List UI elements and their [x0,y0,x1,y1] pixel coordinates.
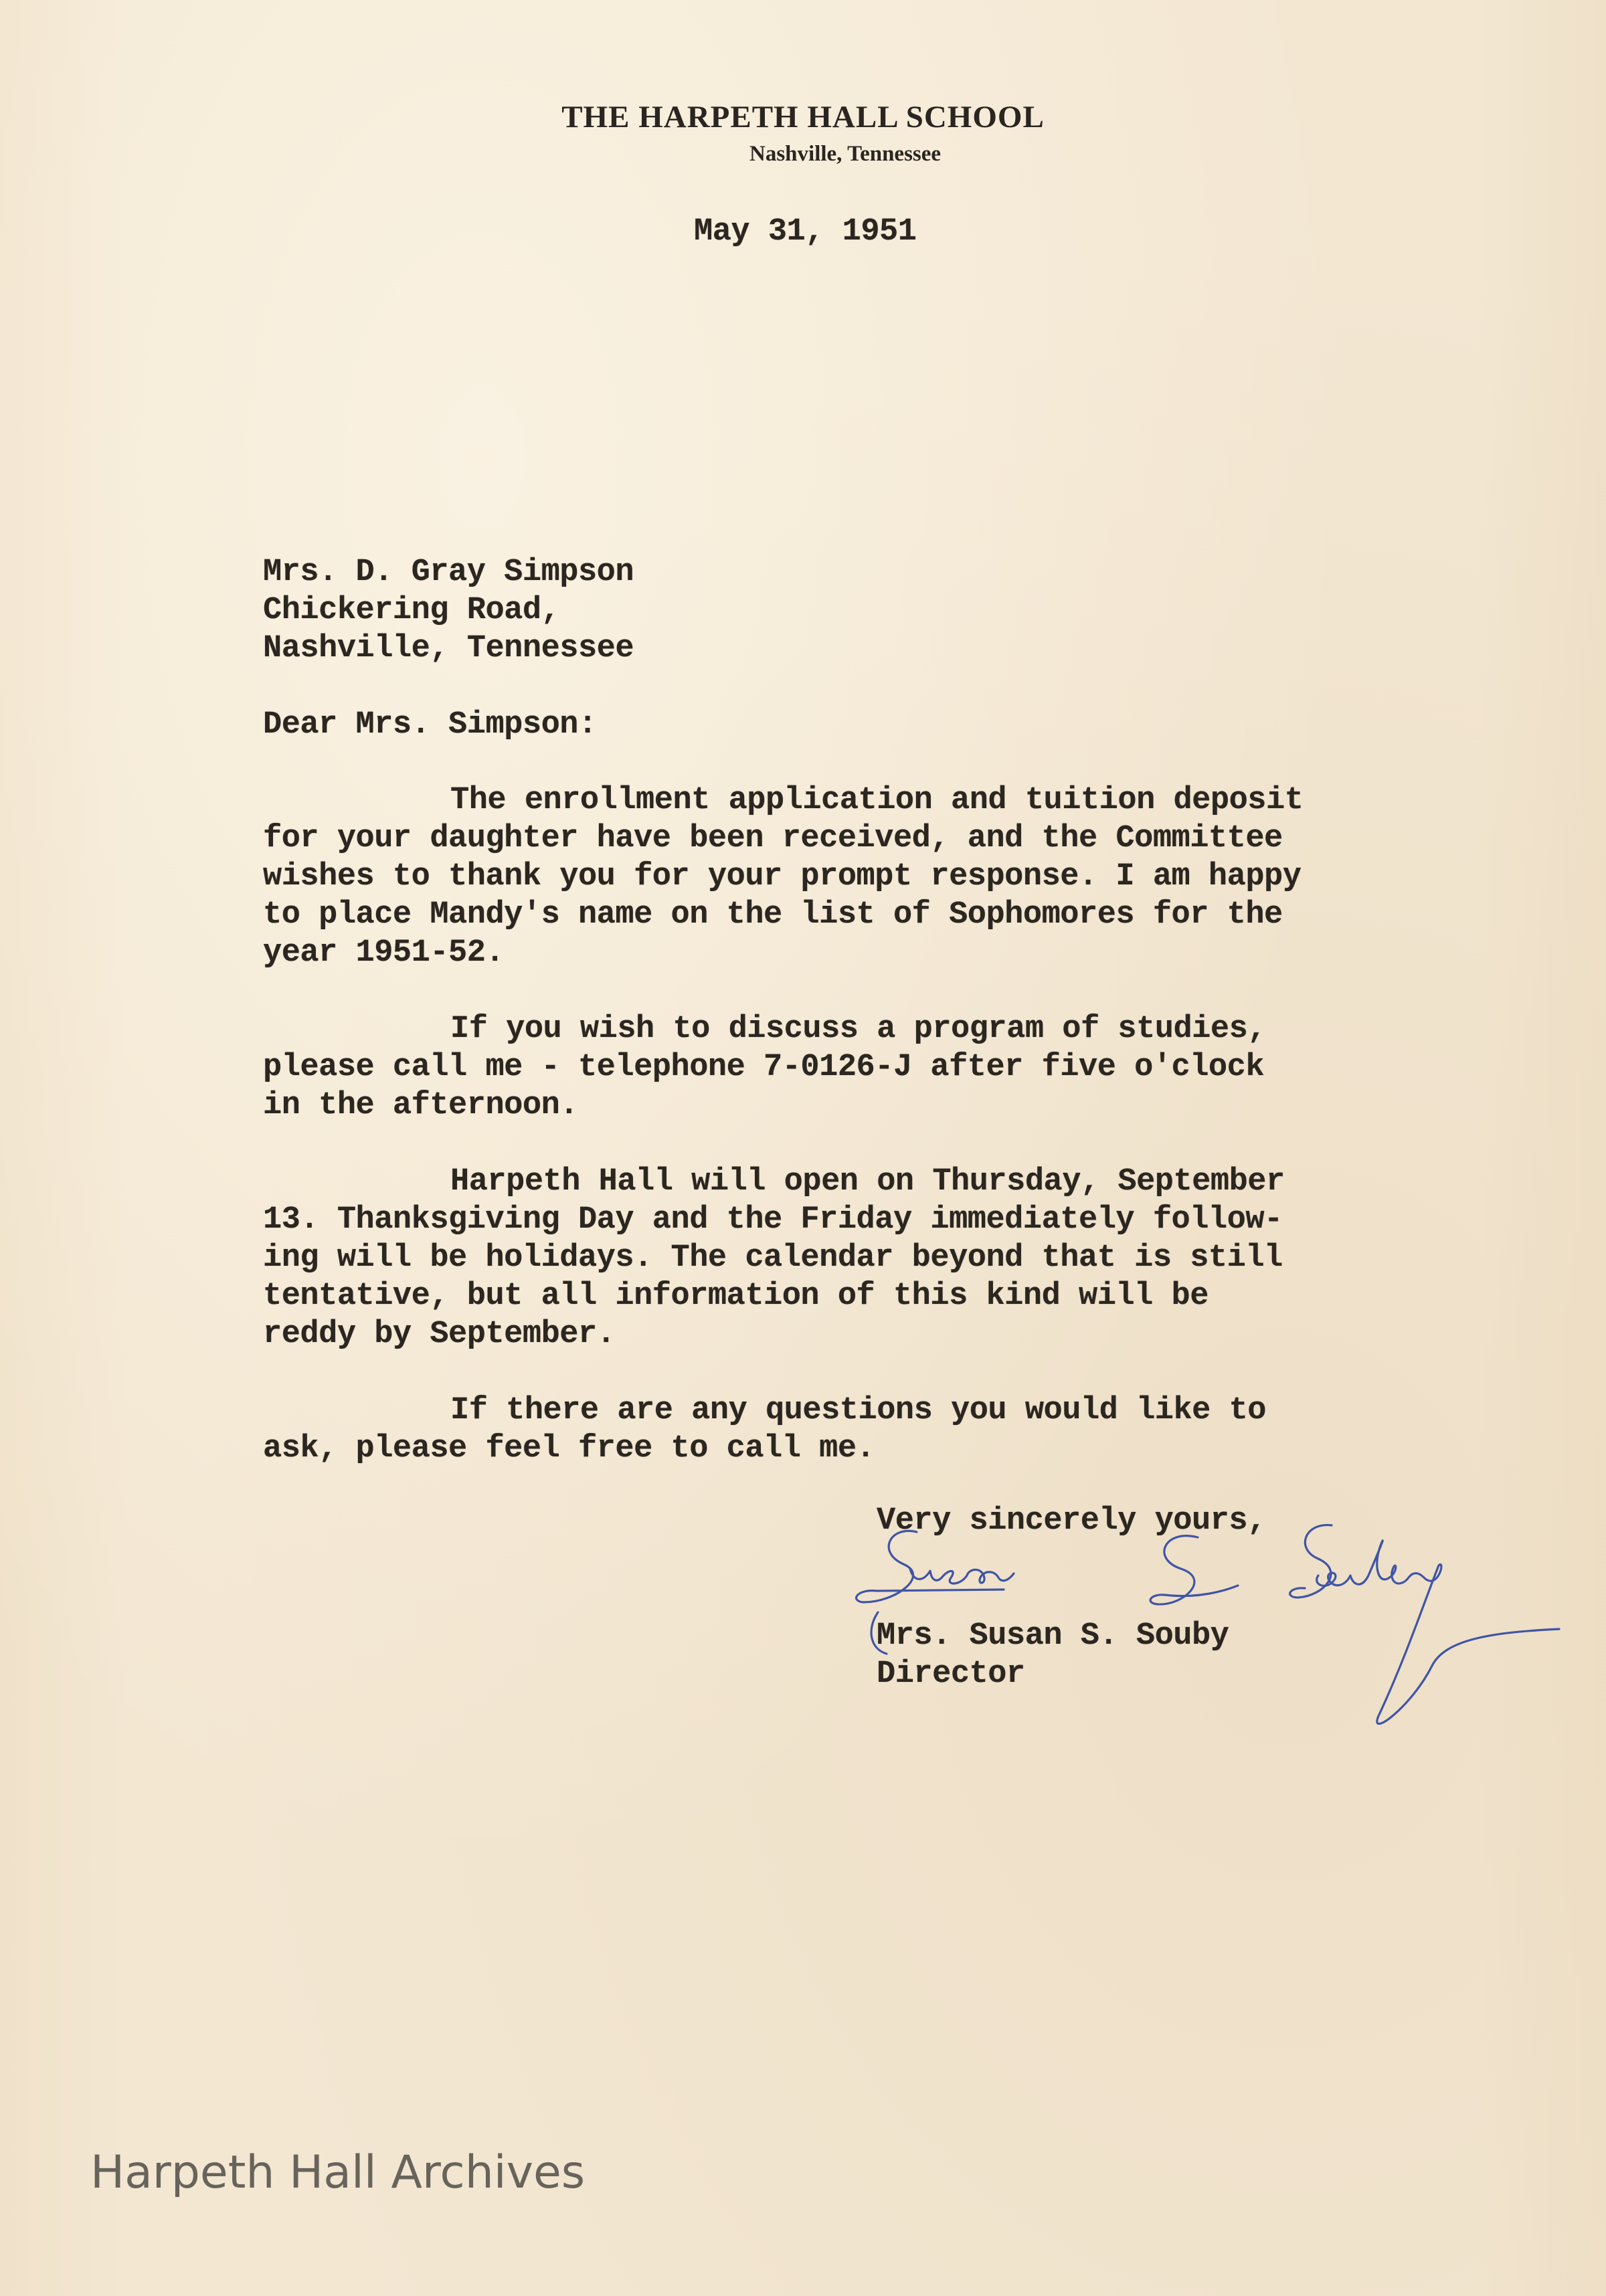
paragraph-1-line: for your daughter have been received, and the Committee [263,821,1283,856]
paragraph-2-line: in the afternoon. [263,1088,578,1123]
paragraph-4-line: If there are any questions you would like to [450,1393,1267,1428]
paragraph-3-line: ing will be holidays. The calendar beyond that is still [263,1240,1283,1276]
closing: Very sincerely yours, [877,1503,1266,1539]
paragraph-1-line: year 1951-52. [263,935,505,971]
paragraph-1-line: The enrollment application and tuition deposit [450,783,1304,818]
letter-date: May 31, 1951 [694,214,917,250]
school-name: THE HARPETH HALL SCHOOL [561,100,1045,134]
recipient-name: Mrs. D. Gray Simpson [263,555,634,590]
paragraph-3-line: reddy by September. [263,1317,616,1352]
paragraph-1-line: to place Mandy's name on the list of Sophomores for the [263,897,1283,933]
signer-name: Mrs. Susan S. Souby [877,1618,1229,1654]
paragraph-1-line: wishes to thank you for your prompt response. I am happy [263,859,1302,894]
salutation: Dear Mrs. Simpson: [263,707,597,743]
school-location: Nashville, Tennessee [749,142,942,166]
recipient-street: Chickering Road, [263,593,560,628]
paragraph-2-line: If you wish to discuss a program of studies, [450,1012,1267,1047]
paragraph-3-line: 13. Thanksgiving Day and the Friday immediately follow- [263,1202,1283,1238]
paragraph-3-line: tentative, but all information of this kind will be [263,1278,1209,1314]
signer-title: Director [877,1656,1025,1692]
paragraph-2-line: please call me - telephone 7-0126-J after five o'clock [263,1050,1265,1085]
paragraph-4-line: ask, please feel free to call me. [263,1431,875,1466]
archive-watermark: Harpeth Hall Archives [90,2146,586,2199]
paragraph-3-line: Harpeth Hall will open on Thursday, September [450,1164,1285,1200]
recipient-city: Nashville, Tennessee [263,631,634,666]
